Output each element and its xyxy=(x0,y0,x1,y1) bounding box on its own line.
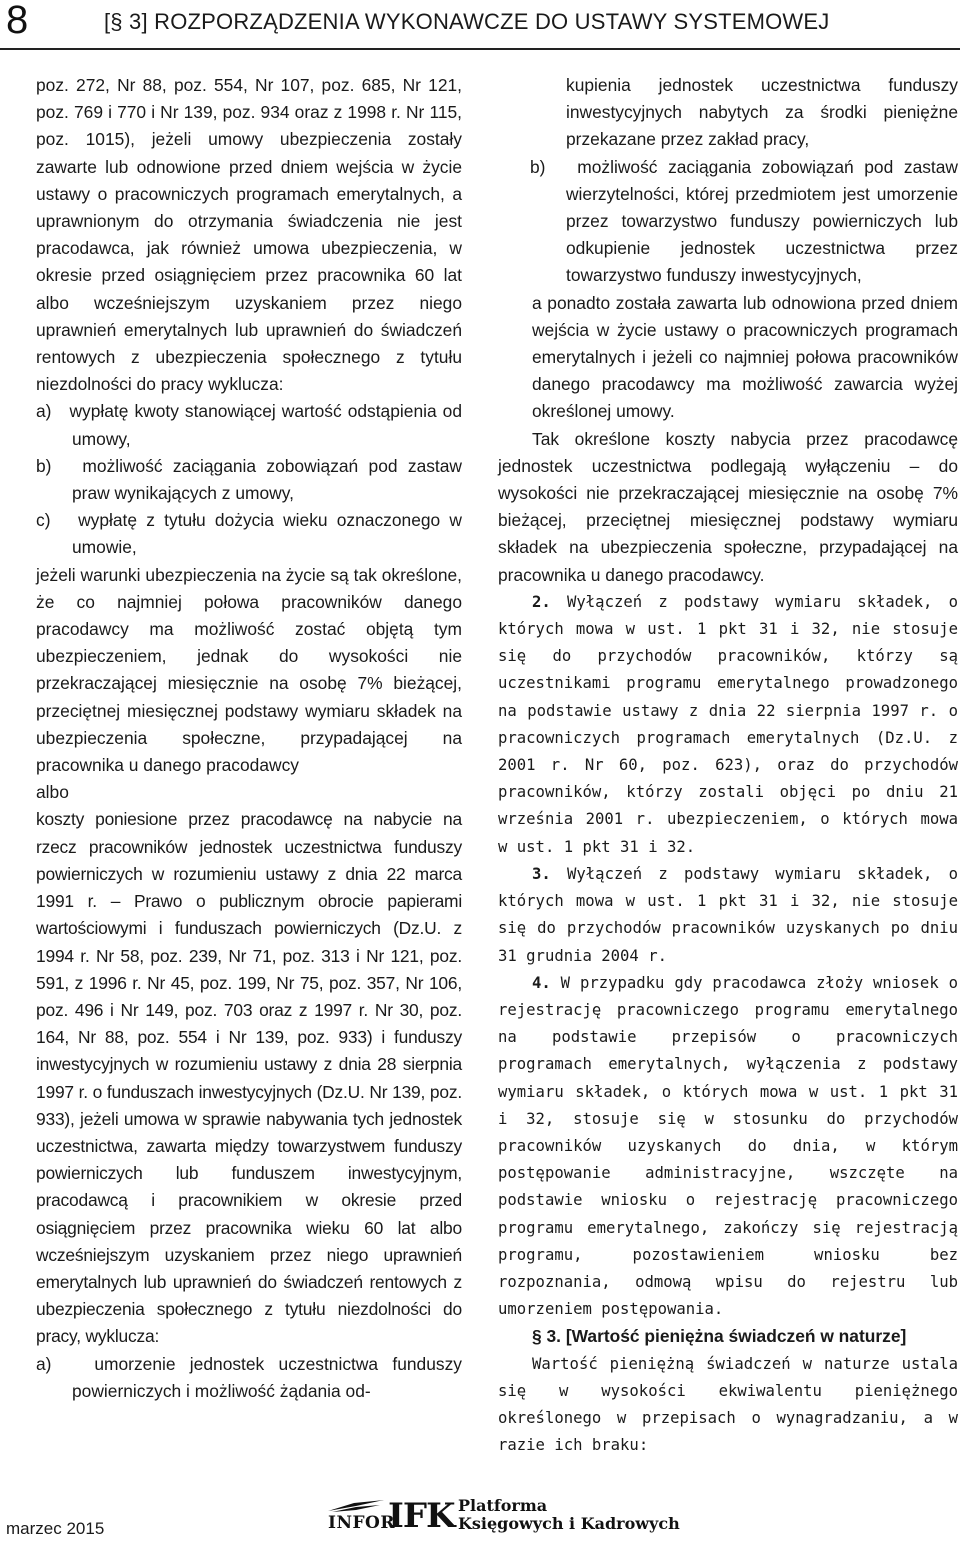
footer-date: marzec 2015 xyxy=(6,1519,105,1538)
list-item-a-continued: kupienia jednostek uczestnictwa funduszy inwestycyjnych nabytych za środki pieniężne przekazane przez zakład pracy, xyxy=(566,75,958,150)
paragraph-section-3: Wartość pieniężną świadczeń w naturze ustala się w wysokości ekwiwalentu pieniężnego określonego w przepisach o wynagradzaniu, a w razie ich braku: xyxy=(498,1354,958,1455)
paragraph-4 xyxy=(498,970,958,1324)
list-item-b-fund: b) możliwość zaciągania zobowiązań pod zastaw wierzytelności, której przedmiotem jest umorzenie przez towarzystwo funduszy powierniczych lub odkupienie jednostek uczestnictwa przez towarzystwo funduszy inwestycyjnych, xyxy=(530,156,958,286)
list-item-c: c) wypłatę z tytułu dożycia wieku oznaczonego w umowie, xyxy=(36,510,462,558)
infor-ifk-logo xyxy=(296,1496,680,1537)
paragraph-4-text: W przypadku gdy pracodawca złoży wniosek o rejestrację pracowniczego programu emerytalnego na podstawie przepisów o pracowniczych programach emerytalnych, wyłączenia z podstawy wymiaru składek, o których mowa w ust. 1 pkt 31 i 32, stosuje się w stosunku do przychodów pracowników uzyskanych do dnia, w którym postępowanie administracyjne, wszczęte na podstawie wniosku o rejestrację pracowniczego programu emerytalnego, zakończy się rejestracją programu, pozostawieniem wniosku bez rozpoznania, odmową wpisu do rejestru lub umorzeniem postępowania. xyxy=(498,973,958,1319)
logo-tagline-text: Księgowych i Kadrowych xyxy=(458,1514,680,1533)
list-item-b: b) możliwość zaciągania zobowiązań pod zastaw praw wynikających z umowy, xyxy=(36,455,462,504)
paragraph-intro: poz. 272, Nr 88, poz. 554, Nr 107, poz. 685, Nr 121, poz. 769 i 770 i Nr 139, poz. 934 oraz z 1998 r. Nr 115, poz. 1015), jeżeli umowy ubezpieczenia zostały zawarte lub odnowione przed dniem wejścia w życie ustawy o pracowniczych programach emerytalnych, a uprawnionym do otrzymania świadczenia nie jest pracodawca, jak również umowa ubezpieczenia, w okresie przed osiągnięciem przez pracownika 60 lat albo wcześniejszym uzyskaniem przez niego uprawnień emerytalnych lub uprawnień do świadczeń rentowych z ubezpieczenia społecznego z tytułu niezdolności do pracy wyklucza: xyxy=(36,75,462,395)
section-heading: § 3. [Wartość pieniężna świadczeń w naturze] xyxy=(532,1326,907,1347)
running-head: [§ 3] ROZPORZĄDZENIA WYKONAWCZE DO USTAWY SYSTEMOWEJ xyxy=(104,9,830,34)
paragraph-3-text: Wyłączeń z podstawy wymiaru składek, o których mowa w ust. 1 pkt 31 i 32, nie stosuje się do przychodów pracowników uzyskanych po dniu 31 grudnia 2004 r. xyxy=(498,864,958,965)
paragraph-4-number: 4. xyxy=(532,973,551,992)
logo-platforma-text: Platforma xyxy=(458,1496,548,1515)
list-item-a-fund: a) umorzenie jednostek uczestnictwa funduszy powierniczych i możliwość żądania od- xyxy=(36,1353,462,1401)
paragraph-2 xyxy=(498,589,958,861)
paragraph-3 xyxy=(498,861,958,970)
paragraph-conditions: jeżeli warunki ubezpieczenia na życie są tak określone, że co najmniej połowa pracowników danego pracodawcy ma możliwość zostać objętą tym ubezpieczeniem, jednak do wysokości nie przekraczającej miesięcznie na osobę 7% bieżącej, przeciętnej miesięcznej podstawy wymiaru składek na ubezpieczenia społeczne, przypadającej na pracownika u danego pracodawcy xyxy=(36,564,462,776)
logo-ifk-text: IFK xyxy=(388,1496,455,1536)
header-divider xyxy=(0,48,960,50)
right-column xyxy=(498,72,958,1459)
page-number: 8 xyxy=(6,0,29,42)
paragraph-2-text: Wyłączeń z podstawy wymiaru składek, o których mowa w ust. 1 pkt 31 i 32, nie stosuje się do przychodów pracowników, którzy są uczestnikami programu emerytalnego prowadzonego na podstawie ustawy z dnia 22 sierpnia 1997 r. o pracowniczych programach emerytalnych (Dz.U. z 2001 r. Nr 60, poz. 623), oraz do przychodów pracowników, którzy zostali objęci po dniu 21 września 2001 r. ubezpieczeniem, o których mowa w ust. 1 pkt 31 i 32. xyxy=(498,592,958,856)
paragraph-albo: albo xyxy=(36,782,69,803)
paragraph-3-number: 3. xyxy=(532,864,551,883)
logo-infor-text: INFOR xyxy=(328,1513,395,1533)
left-column xyxy=(36,72,462,1405)
paragraph-fund-costs: koszty poniesione przez pracodawcę na nabycie na rzecz pracowników jednostek uczestnictwa funduszy powierniczych w rozumieniu ustawy z dnia 22 marca 1991 r. – Prawo o publicznym obrocie papierami wartościowymi i funduszach powierniczych (Dz.U. z 1994 r. Nr 58, poz. 239, Nr 71, poz. 313 i Nr 121, poz. 591, z 1996 r. Nr 45, poz. 199, Nr 75, poz. 357, Nr 106, poz. 496 i Nr 149, poz. 703 oraz z 1997 r. Nr 30, poz. 164, Nr 88, poz. 554 i Nr 139, poz. 933) i funduszy inwestycyjnych w rozumieniu ustawy z dnia 28 sierpnia 1997 r. o funduszach inwestycyjnych (Dz.U. Nr 139, poz. 933), jeżeli umowa w sprawie nabywania tych jednostek uczestnictwa, zawarta między towarzystwem funduszy powierniczych lub funduszem inwestycyjnym, pracodawcą i pracownikiem w okresie przed osiągnięciem przez pracownika wieku 60 lat albo wcześniejszym uzyskaniem przez niego uprawnień emerytalnych lub uprawnień do świadczeń rentowych z ubezpieczenia społecznego z tytułu niezdolności do pracy, wyklucza: xyxy=(36,809,462,1347)
paragraph-costs: Tak określone koszty nabycia przez pracodawcę jednostek uczestnictwa podlegają wyłączeniu – do wysokości nie przekraczającej miesięcznie na osobę 7% bieżącej, przeciętnej miesięcznej podstawy wymiaru składek na ubezpieczenia społeczne, przypadającej na pracownika u danego pracodawcy. xyxy=(498,428,958,585)
infor-wing-icon xyxy=(326,1499,386,1513)
paragraph-closing: a ponadto została zawarta lub odnowiona przed dniem wejścia w życie ustawy o pracowniczych programach emerytalnych i jeżeli co najmniej połowa pracowników danego pracodawcy ma możliwość zawarcia wyżej określonej umowy. xyxy=(532,292,958,422)
list-item-a: a) wypłatę kwoty stanowiącej wartość odstąpienia od umowy, xyxy=(36,401,462,449)
paragraph-2-number: 2. xyxy=(532,592,551,611)
